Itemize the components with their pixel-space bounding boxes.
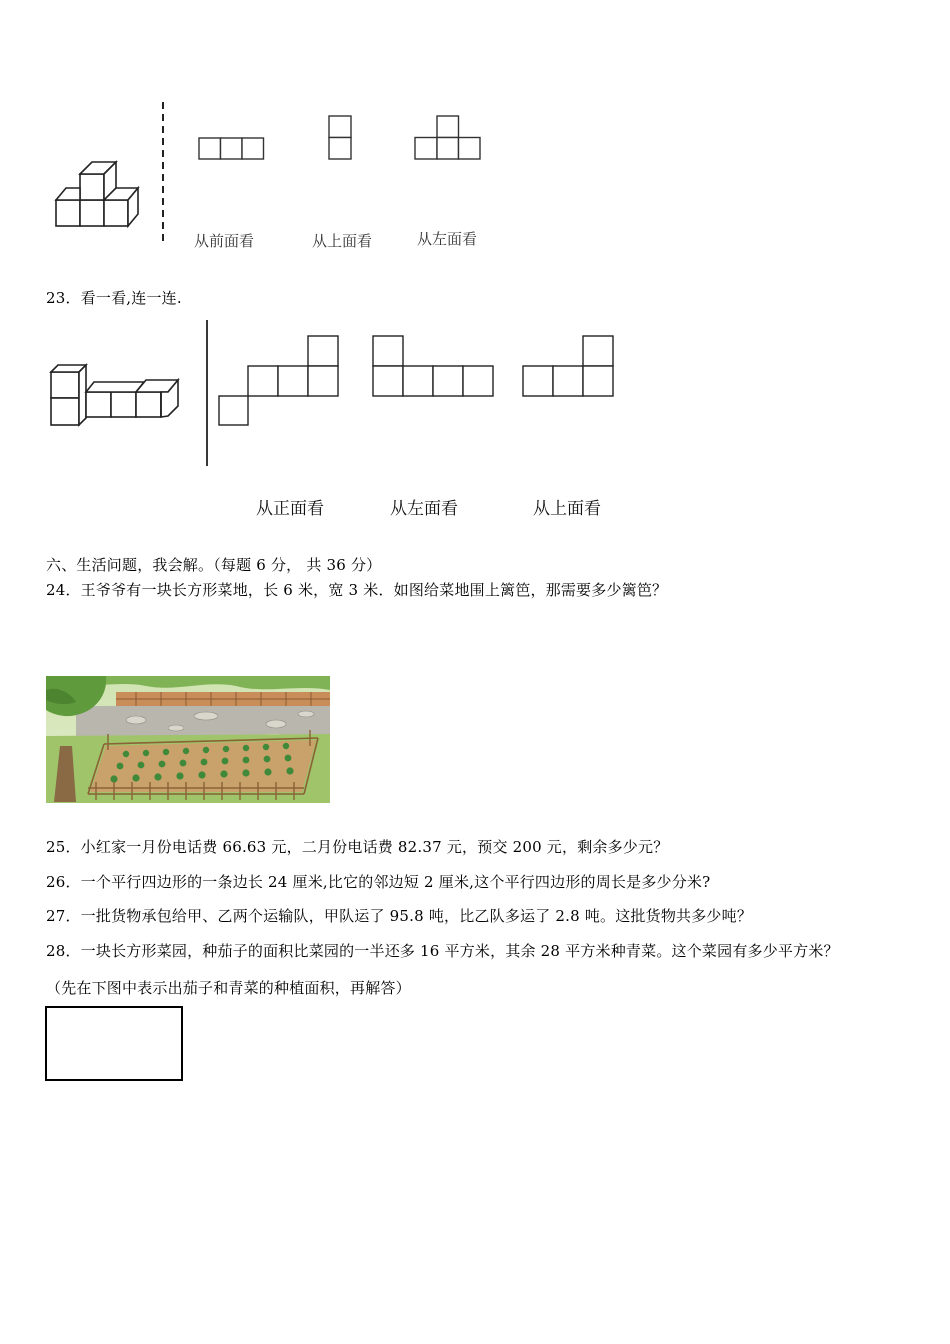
q23-text: 23．看一看,连一连. [46,289,182,307]
q23-label-front: 从正面看 [256,499,324,519]
q28-text: 28．一块长方形菜园，种茄子的面积比菜园的一半还多 16 平方米，其余 28 平方米种青菜。这个菜园有多少平方米？ [46,942,839,960]
answer-rectangle-box[interactable] [45,1006,183,1081]
q26-text: 26．一个平行四边形的一条边长 24 厘米,比它的邻边短 2 厘米,这个平行四边形的周长是多少分米? [46,873,711,891]
q23-view-b [372,335,496,397]
q24-text: 24．王爷爷有一块长方形菜地，长 6 米，宽 3 米．如图给菜地围上篱笆，那需要多少篱笆？ [46,581,668,599]
q22-dashed-divider [160,102,166,246]
vegetable-garden-illustration [46,676,330,803]
q23-label-top: 从上面看 [533,499,601,519]
q27-text: 27．一批货物承包给甲、乙两个运输队，甲队运了 95.8 吨，比乙队多运了 2.8 吨。这批货物共多少吨？ [46,907,753,925]
q23-view-c [522,335,616,397]
q23-divider [205,320,209,466]
q28-hint: （先在下图中表示出茄子和青菜的种植面积，再解答） [46,979,411,997]
q22-label-top: 从上面看 [312,232,373,250]
q25-text: 25．小红家一月份电话费 66.63 元，二月份电话费 82.37 元，预交 200 元，剩余多少元？ [46,838,669,856]
section-heading: 六、生活问题，我会解。（每题 6 分， 共 36 分） [46,556,382,574]
q22-cube-stack [52,158,152,230]
q23-view-a [218,335,340,427]
q22-view-left [414,115,484,161]
q22-view-top [328,115,354,161]
q23-label-left: 从左面看 [390,499,458,519]
q22-view-front [198,137,266,161]
q22-label-left: 从左面看 [417,230,478,248]
q23-cube-stack [48,360,186,430]
q22-label-front: 从前面看 [194,232,255,250]
